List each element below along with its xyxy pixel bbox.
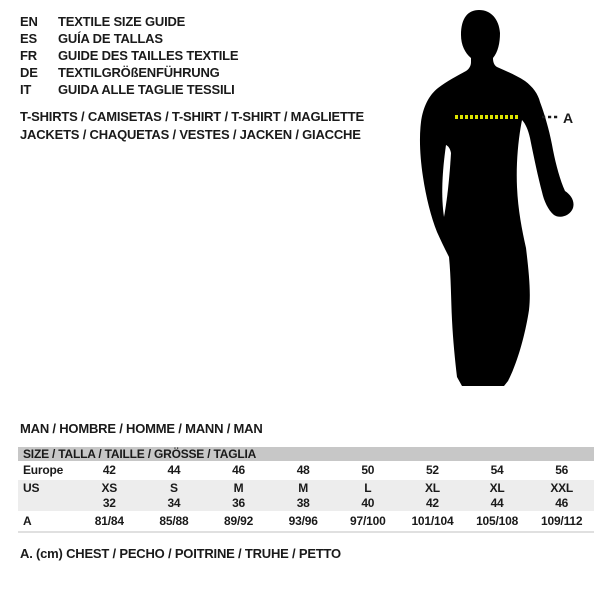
row-label: Europe (23, 463, 64, 477)
table-cell: 56 (555, 463, 569, 477)
table-cell: 52 (425, 463, 439, 477)
table-cell: 46 (232, 463, 246, 477)
language-label: TEXTILE SIZE GUIDE (58, 14, 186, 29)
table-cell: 46 (555, 496, 569, 510)
language-code: IT (20, 82, 32, 97)
table-cell: 97/100 (350, 514, 386, 528)
garment-types (20, 108, 364, 143)
language-row-en (20, 13, 238, 30)
table-cell: XL (489, 481, 505, 495)
table-cell: XXL (550, 481, 574, 495)
table-cell: XL (424, 481, 440, 495)
table-cell: 101/104 (411, 514, 454, 528)
table-cell: 44 (490, 496, 504, 510)
size-table (18, 447, 594, 533)
language-label: GUIDA ALLE TAGLIE TESSILI (58, 82, 235, 97)
table-cell: 109/112 (541, 514, 583, 528)
table-cell: 40 (361, 496, 375, 510)
language-label: TEXTILGRÖßENFÜHRUNG (58, 65, 220, 80)
measurement-figure (405, 5, 580, 395)
language-code: ES (20, 31, 37, 46)
table-cell: 42 (425, 496, 439, 510)
table-cell: 38 (296, 496, 310, 510)
table-cell: M (298, 481, 309, 495)
table-row-chest-a (18, 511, 594, 531)
section-title-man: MAN / HOMBRE / HOMME / MANN / MAN (20, 421, 263, 436)
chest-footnote: A. (cm) CHEST / PECHO / POITRINE / TRUHE / PETTO (20, 546, 341, 561)
table-row-us-numeric (18, 496, 594, 511)
language-row-fr (20, 47, 238, 64)
garment-line-jackets: JACKETS / CHAQUETAS / VESTES / JACKEN / GIACCHE (20, 126, 361, 142)
language-label: GUÍA DE TALLAS (58, 31, 163, 46)
row-label (18, 496, 77, 511)
row-label: A (23, 514, 32, 528)
size-table-header: SIZE / TALLA / TAILLE / GRÖSSE / TAGLIA (18, 447, 594, 461)
table-cell: 32 (102, 496, 116, 510)
table-cell: 93/96 (288, 514, 318, 528)
table-cell: L (364, 481, 372, 495)
table-cell: M (233, 481, 244, 495)
table-cell: 89/92 (224, 514, 254, 528)
language-row-es (20, 30, 238, 47)
table-row-us (18, 480, 594, 496)
table-cell: XS (101, 481, 118, 495)
table-cell: 105/108 (476, 514, 519, 528)
table-cell: 85/88 (159, 514, 189, 528)
language-row-de (20, 64, 238, 81)
man-silhouette (405, 5, 580, 395)
language-code: DE (20, 65, 38, 80)
table-cell: 34 (167, 496, 181, 510)
row-label: US (23, 481, 40, 495)
language-label: GUIDE DES TAILLES TEXTILE (58, 48, 239, 63)
chest-measure-label: A (563, 110, 574, 126)
table-cell: 42 (102, 463, 116, 477)
table-cell: 36 (232, 496, 246, 510)
language-code: FR (20, 48, 37, 63)
table-cell: 54 (490, 463, 504, 477)
table-cell: S (170, 481, 178, 495)
table-cell: 44 (167, 463, 181, 477)
language-list (20, 13, 238, 98)
table-cell: 50 (361, 463, 375, 477)
table-row-europe (18, 461, 594, 480)
language-row-it (20, 81, 238, 98)
language-code: EN (20, 14, 38, 29)
table-cell: 48 (296, 463, 310, 477)
garment-line-tshirts: T-SHIRTS / CAMISETAS / T-SHIRT / T-SHIRT / MAGLIETTE (20, 109, 364, 124)
table-cell: 81/84 (94, 514, 124, 528)
